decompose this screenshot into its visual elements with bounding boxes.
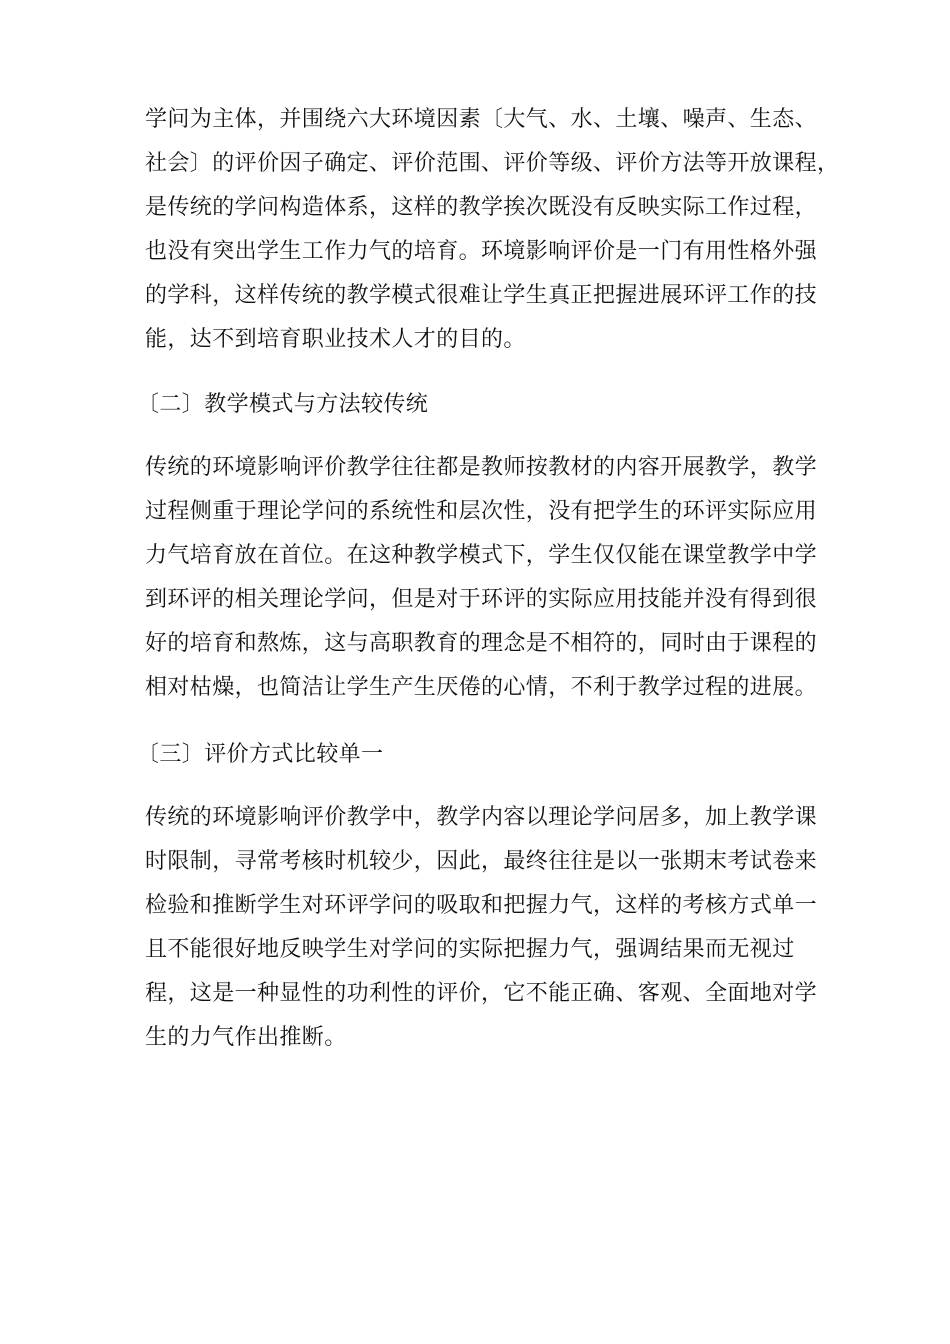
text-line: 到环评的相关理论学问，但是对于环评的实际应用技能并没有得到很 (145, 587, 818, 612)
section-heading-teaching-mode: 〔二〕教学模式与方法较传统 (137, 392, 429, 417)
text-line: 力气培育放在首位。在这种教学模式下，学生仅仅能在课堂教学中学 (145, 543, 818, 568)
section-heading-evaluation-method: 〔三〕评价方式比较单一 (137, 742, 384, 767)
paragraph-evaluation-method (145, 796, 825, 1060)
text-line: 也没有突出学生工作力气的培育。环境影响评价是一门有用性格外强 (145, 239, 818, 264)
text-line: 时限制，寻常考核时机较少，因此，最终往往是以一张期末考试卷来 (145, 849, 818, 874)
text-line: 相对枯燥，也简洁让学生产生厌倦的心情，不利于教学过程的进展。 (145, 675, 818, 700)
text-line: 社会〕的评价因子确定、评价范围、评价等级、评价方法等开放课程， (145, 151, 840, 176)
text-line: 能，达不到培育职业技术人才的目的。 (145, 327, 526, 352)
text-line: 是传统的学问构造体系，这样的教学挨次既没有反映实际工作过程， (145, 195, 818, 220)
text-line: 好的培育和熬炼，这与高职教育的理念是不相符的，同时由于课程的 (145, 631, 818, 656)
text-line: 过程侧重于理论学问的系统性和层次性，没有把学生的环评实际应用 (145, 499, 818, 524)
text-line: 的学科，这样传统的教学模式很难让学生真正把握进展环评工作的技 (145, 283, 818, 308)
text-line: 传统的环境影响评价教学往往都是教师按教材的内容开展教学，教学 (145, 455, 818, 480)
text-line: 学问为主体，并围绕六大环境因素〔大气、水、土壤、噪声、生态、 (145, 107, 818, 132)
text-line: 传统的环境影响评价教学中，教学内容以理论学问居多，加上教学课 (145, 805, 818, 830)
text-line: 且不能很好地反映学生对学问的实际把握力气，强调结果而无视过 (145, 937, 795, 962)
text-line: 生的力气作出推断。 (145, 1025, 347, 1050)
text-line: 检验和推断学生对环评学问的吸取和把握力气，这样的考核方式单一 (145, 893, 818, 918)
paragraph-knowledge-structure (145, 98, 840, 362)
paragraph-teaching-mode (145, 446, 825, 710)
text-line: 程，这是一种显性的功利性的评价，它不能正确、客观、全面地对学 (145, 981, 818, 1006)
